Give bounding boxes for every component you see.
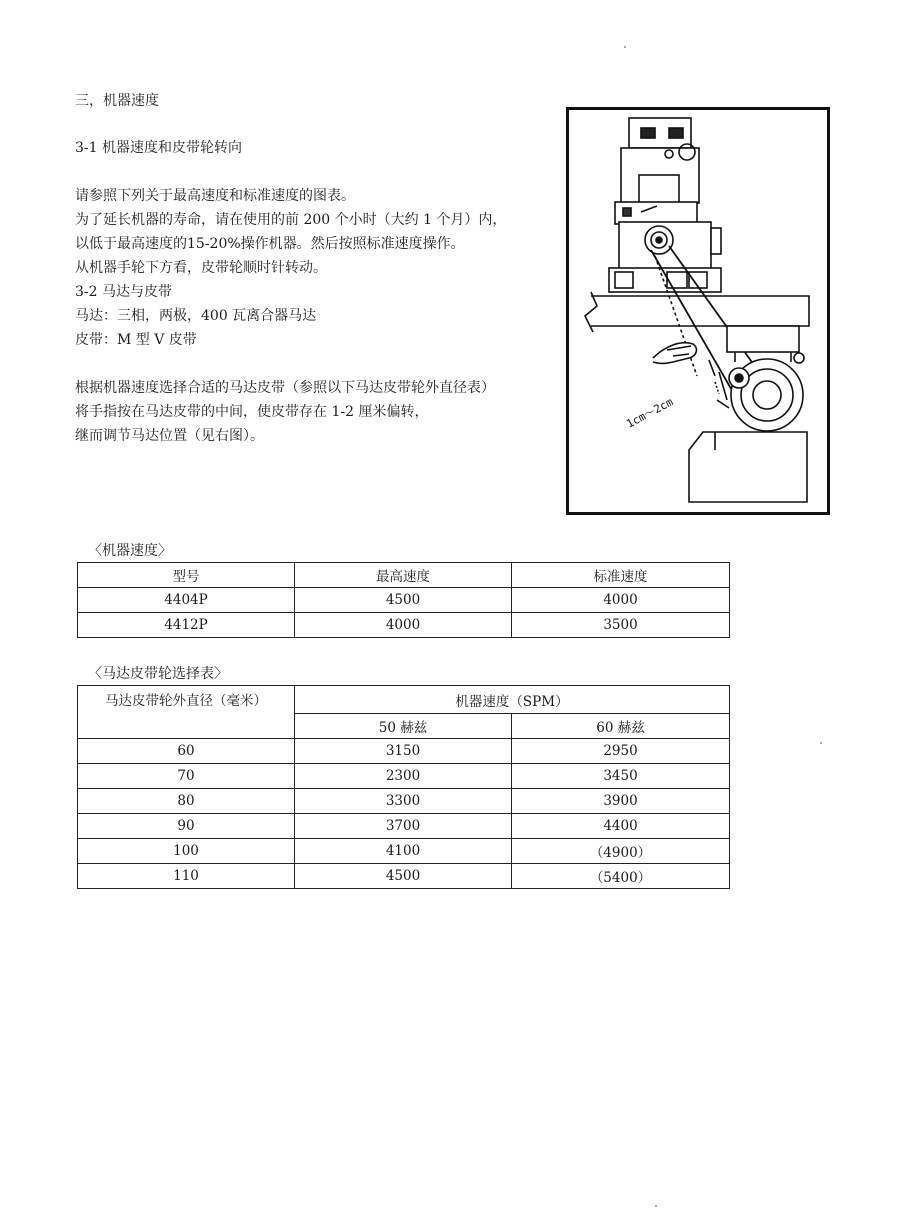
table-header-row xyxy=(78,563,730,588)
header-pulley-diameter: 马达皮带轮外直径（毫米） xyxy=(78,686,295,739)
header-60hz: 60 赫兹 xyxy=(512,714,730,739)
motor-pulley-table xyxy=(77,685,730,889)
scan-speck xyxy=(624,46,626,48)
table-cell: 100 xyxy=(78,839,295,864)
table-cell: 4412P xyxy=(78,613,295,638)
subsection-title: 3-1 机器速度和皮带轮转向 xyxy=(75,140,242,156)
table-cell: 4100 xyxy=(295,839,512,864)
table-cell: 4404P xyxy=(78,588,295,613)
table-cell: 4500 xyxy=(295,588,512,613)
table-cell: 3150 xyxy=(295,739,512,764)
paragraph-line: 根据机器速度选择合适的马达皮带（参照以下马达皮带轮外直径表） xyxy=(75,380,495,396)
scan-speck xyxy=(820,742,822,744)
machine-belt-figure xyxy=(566,107,830,515)
paragraph-line: 皮带：M 型 V 皮带 xyxy=(75,332,197,348)
table-row xyxy=(78,588,730,613)
table-cell: 70 xyxy=(78,764,295,789)
table-row xyxy=(78,764,730,789)
paragraph-line: 从机器手轮下方看，皮带轮顺时针转动。 xyxy=(75,260,327,276)
table-cell: 4000 xyxy=(512,588,730,613)
table-cell: 4000 xyxy=(295,613,512,638)
speed-table-caption: 〈机器速度〉 xyxy=(88,543,172,559)
table-row xyxy=(78,814,730,839)
table-cell: 3300 xyxy=(295,789,512,814)
machine-belt-illustration xyxy=(569,110,827,512)
paragraph-line: 请参照下列关于最高速度和标准速度的图表。 xyxy=(75,188,355,204)
table-row xyxy=(78,613,730,638)
subsection-title-motor-belt: 3-2 马达与皮带 xyxy=(75,284,172,300)
table-cell: 3900 xyxy=(512,789,730,814)
table-cell: 4400 xyxy=(512,814,730,839)
paragraph-line: 以低于最高速度的15-20%操作机器。然后按照标准速度操作。 xyxy=(75,236,465,252)
table-cell: 3500 xyxy=(512,613,730,638)
table-cell: 3700 xyxy=(295,814,512,839)
table-cell: 2950 xyxy=(512,739,730,764)
header-standard-speed: 标准速度 xyxy=(512,563,730,588)
table-cell: 2300 xyxy=(295,764,512,789)
table-header-row xyxy=(78,686,730,714)
table-row xyxy=(78,739,730,764)
paragraph-line: 为了延长机器的寿命，请在使用的前 200 个小时（大约 1 个月）内， xyxy=(75,212,507,228)
table-cell: 90 xyxy=(78,814,295,839)
header-machine-speed: 机器速度（SPM） xyxy=(295,686,730,714)
deflection-label: 1cm～2cm xyxy=(624,395,676,431)
table-cell: 110 xyxy=(78,864,295,889)
machine-speed-table xyxy=(77,562,730,638)
paragraph-line: 继而调节马达位置（见右图）。 xyxy=(75,428,264,444)
table-cell: （4900） xyxy=(512,839,730,864)
table-cell: （5400） xyxy=(512,864,730,889)
header-max-speed: 最高速度 xyxy=(295,563,512,588)
table-cell: 80 xyxy=(78,789,295,814)
paragraph-line: 马达：三相，两极，400 瓦离合器马达 xyxy=(75,308,317,324)
table-cell: 3450 xyxy=(512,764,730,789)
pulley-table-caption: 〈马达皮带轮选择表〉 xyxy=(88,666,228,682)
paragraph-line: 将手指按在马达皮带的中间，使皮带存在 1-2 厘米偏转， xyxy=(75,404,429,420)
table-row xyxy=(78,839,730,864)
header-model: 型号 xyxy=(78,563,295,588)
table-cell: 60 xyxy=(78,739,295,764)
table-row xyxy=(78,789,730,814)
scan-speck xyxy=(655,1205,657,1207)
table-cell: 4500 xyxy=(295,864,512,889)
header-50hz: 50 赫兹 xyxy=(295,714,512,739)
section-title: 三，机器速度 xyxy=(75,93,159,109)
table-row xyxy=(78,864,730,889)
